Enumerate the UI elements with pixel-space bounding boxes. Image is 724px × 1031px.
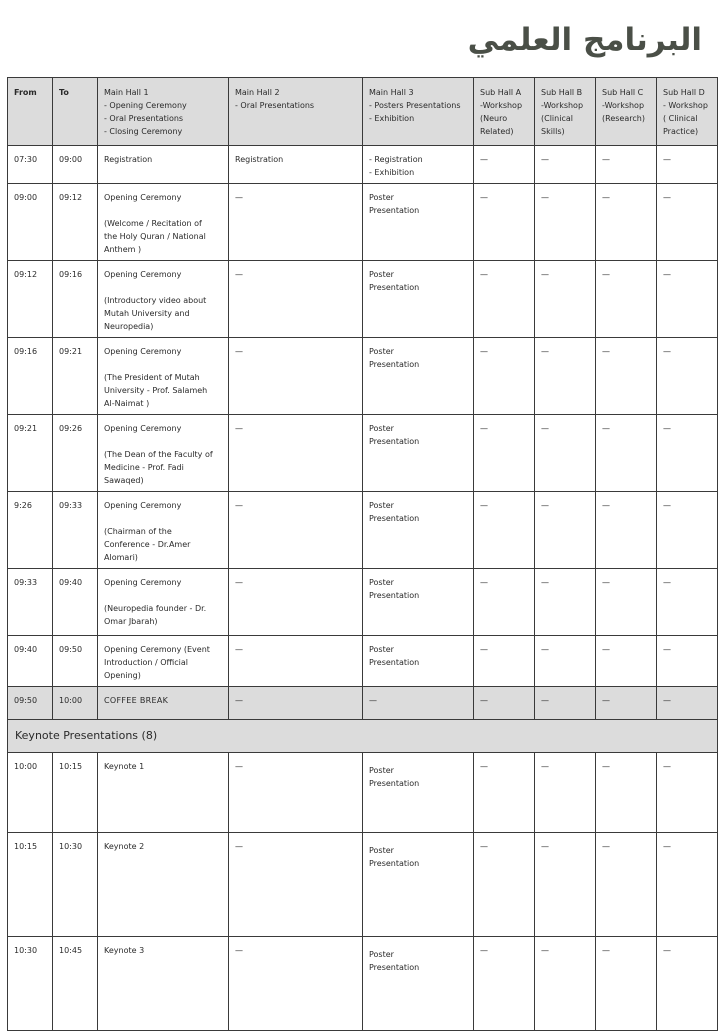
cell-sub-hall-b: — xyxy=(535,261,596,338)
cell-from: 09:12 xyxy=(8,261,53,338)
cell-main-hall-2: — xyxy=(229,937,363,1031)
cell-sub-hall-d: — xyxy=(657,338,718,415)
cell-main-hall-3: - Registration - Exhibition xyxy=(363,146,474,184)
cell-to: 10:15 xyxy=(53,753,98,833)
cell-sub-hall-b: — xyxy=(535,492,596,569)
table-row xyxy=(8,261,718,338)
cell-sub-hall-b: — xyxy=(535,937,596,1031)
cell-sub-hall-c: — xyxy=(596,415,657,492)
cell-sub-hall-c: — xyxy=(596,261,657,338)
section-label: Keynote Presentations (8) xyxy=(8,720,718,753)
cell-sub-hall-d: — xyxy=(657,415,718,492)
cell-sub-hall-d: — xyxy=(657,687,718,720)
cell-to: 09:40 xyxy=(53,569,98,636)
cell-main-hall-3: Poster Presentation xyxy=(363,338,474,415)
cell-main-hall-1: Opening Ceremony (Chairman of the Conference - Dr.Amer Alomari) xyxy=(98,492,229,569)
cell-sub-hall-d: — xyxy=(657,569,718,636)
cell-sub-hall-b: — xyxy=(535,415,596,492)
cell-main-hall-2: — xyxy=(229,492,363,569)
cell-to: 09:00 xyxy=(53,146,98,184)
cell-sub-hall-d: — xyxy=(657,833,718,937)
cell-main-hall-1: Opening Ceremony (Welcome / Recitation of the Holy Quran / National Anthem ) xyxy=(98,184,229,261)
cell-sub-hall-d: — xyxy=(657,492,718,569)
cell-from: 10:30 xyxy=(8,937,53,1031)
cell-main-hall-1: Keynote 3 xyxy=(98,937,229,1031)
cell-sub-hall-a: — xyxy=(474,833,535,937)
cell-sub-hall-d: — xyxy=(657,184,718,261)
header-main-hall-1: Main Hall 1 - Opening Ceremony - Oral Presentations - Closing Ceremony xyxy=(98,78,229,146)
header-main-hall-3: Main Hall 3 - Posters Presentations - Exhibition xyxy=(363,78,474,146)
cell-main-hall-2: Registration xyxy=(229,146,363,184)
cell-to: 10:30 xyxy=(53,833,98,937)
cell-sub-hall-c: — xyxy=(596,184,657,261)
table-row xyxy=(8,415,718,492)
cell-main-hall-3: Poster Presentation xyxy=(363,569,474,636)
cell-sub-hall-a: — xyxy=(474,636,535,687)
table-row xyxy=(8,636,718,687)
cell-sub-hall-c: — xyxy=(596,833,657,937)
cell-sub-hall-a: — xyxy=(474,492,535,569)
table-row xyxy=(8,492,718,569)
cell-main-hall-3: Poster Presentation xyxy=(363,492,474,569)
cell-main-hall-2: — xyxy=(229,687,363,720)
cell-main-hall-3: Poster Presentation xyxy=(363,937,474,1031)
cell-sub-hall-c: — xyxy=(596,146,657,184)
section-header-row xyxy=(8,720,718,753)
coffee-break-row xyxy=(8,687,718,720)
cell-to: 10:45 xyxy=(53,937,98,1031)
cell-sub-hall-a: — xyxy=(474,415,535,492)
header-main-hall-2: Main Hall 2 - Oral Presentations xyxy=(229,78,363,146)
cell-main-hall-3: Poster Presentation xyxy=(363,753,474,833)
cell-main-hall-1: Opening Ceremony (Event Introduction / Official Opening) xyxy=(98,636,229,687)
cell-from: 10:00 xyxy=(8,753,53,833)
cell-main-hall-3: Poster Presentation xyxy=(363,184,474,261)
cell-to: 09:50 xyxy=(53,636,98,687)
cell-sub-hall-c: — xyxy=(596,338,657,415)
cell-from: 09:33 xyxy=(8,569,53,636)
cell-main-hall-3: — xyxy=(363,687,474,720)
header-sub-hall-a: Sub Hall A -Workshop (Neuro Related) xyxy=(474,78,535,146)
cell-main-hall-1: COFFEE BREAK xyxy=(98,687,229,720)
cell-sub-hall-a: — xyxy=(474,569,535,636)
table-row xyxy=(8,833,718,937)
cell-sub-hall-c: — xyxy=(596,687,657,720)
table-row xyxy=(8,937,718,1031)
table-row xyxy=(8,146,718,184)
cell-sub-hall-d: — xyxy=(657,146,718,184)
cell-sub-hall-b: — xyxy=(535,753,596,833)
cell-main-hall-1: Keynote 1 xyxy=(98,753,229,833)
cell-sub-hall-b: — xyxy=(535,146,596,184)
cell-main-hall-1: Keynote 2 xyxy=(98,833,229,937)
cell-sub-hall-b: — xyxy=(535,833,596,937)
cell-main-hall-2: — xyxy=(229,569,363,636)
cell-to: 09:26 xyxy=(53,415,98,492)
cell-sub-hall-b: — xyxy=(535,687,596,720)
cell-from: 09:00 xyxy=(8,184,53,261)
cell-sub-hall-a: — xyxy=(474,687,535,720)
table-row xyxy=(8,338,718,415)
cell-sub-hall-c: — xyxy=(596,636,657,687)
cell-from: 09:40 xyxy=(8,636,53,687)
cell-sub-hall-c: — xyxy=(596,569,657,636)
header-sub-hall-d: Sub Hall D - Workshop ( Clinical Practice) xyxy=(657,78,718,146)
cell-main-hall-3: Poster Presentation xyxy=(363,833,474,937)
cell-sub-hall-a: — xyxy=(474,338,535,415)
cell-sub-hall-d: — xyxy=(657,753,718,833)
cell-to: 09:16 xyxy=(53,261,98,338)
schedule-table xyxy=(7,77,718,1031)
cell-main-hall-3: Poster Presentation xyxy=(363,261,474,338)
cell-main-hall-1: Registration xyxy=(98,146,229,184)
cell-main-hall-2: — xyxy=(229,338,363,415)
cell-main-hall-2: — xyxy=(229,753,363,833)
cell-main-hall-2: — xyxy=(229,261,363,338)
cell-main-hall-1: Opening Ceremony (Introductory video about Mutah University and Neuropedia) xyxy=(98,261,229,338)
cell-sub-hall-d: — xyxy=(657,937,718,1031)
header-sub-hall-b: Sub Hall B -Workshop (Clinical Skills) xyxy=(535,78,596,146)
cell-sub-hall-c: — xyxy=(596,753,657,833)
cell-sub-hall-d: — xyxy=(657,261,718,338)
cell-sub-hall-a: — xyxy=(474,937,535,1031)
header-to: To xyxy=(53,78,98,146)
cell-from: 09:50 xyxy=(8,687,53,720)
cell-from: 9:26 xyxy=(8,492,53,569)
header-sub-hall-c: Sub Hall C -Workshop (Research) xyxy=(596,78,657,146)
cell-sub-hall-c: — xyxy=(596,492,657,569)
table-row xyxy=(8,184,718,261)
cell-from: 09:16 xyxy=(8,338,53,415)
cell-sub-hall-a: — xyxy=(474,146,535,184)
cell-main-hall-2: — xyxy=(229,833,363,937)
cell-main-hall-3: Poster Presentation xyxy=(363,636,474,687)
cell-to: 09:33 xyxy=(53,492,98,569)
cell-main-hall-3: Poster Presentation xyxy=(363,415,474,492)
cell-to: 09:21 xyxy=(53,338,98,415)
cell-sub-hall-a: — xyxy=(474,184,535,261)
cell-from: 10:15 xyxy=(8,833,53,937)
table-row xyxy=(8,569,718,636)
cell-to: 09:12 xyxy=(53,184,98,261)
cell-from: 09:21 xyxy=(8,415,53,492)
cell-sub-hall-b: — xyxy=(535,636,596,687)
cell-sub-hall-b: — xyxy=(535,338,596,415)
table-row xyxy=(8,753,718,833)
page-title: البرنامج العلمي xyxy=(467,22,702,58)
cell-sub-hall-b: — xyxy=(535,569,596,636)
header-from: From xyxy=(8,78,53,146)
cell-sub-hall-a: — xyxy=(474,261,535,338)
cell-from: 07:30 xyxy=(8,146,53,184)
cell-to: 10:00 xyxy=(53,687,98,720)
cell-main-hall-2: — xyxy=(229,184,363,261)
cell-sub-hall-c: — xyxy=(596,937,657,1031)
cell-main-hall-1: Opening Ceremony (The Dean of the Faculty of Medicine - Prof. Fadi Sawaqed) xyxy=(98,415,229,492)
cell-sub-hall-a: — xyxy=(474,753,535,833)
cell-main-hall-1: Opening Ceremony (Neuropedia founder - Dr. Omar Jbarah) xyxy=(98,569,229,636)
cell-sub-hall-d: — xyxy=(657,636,718,687)
cell-main-hall-2: — xyxy=(229,636,363,687)
cell-main-hall-1: Opening Ceremony (The President of Mutah University - Prof. Salameh Al-Naimat ) xyxy=(98,338,229,415)
cell-main-hall-2: — xyxy=(229,415,363,492)
cell-sub-hall-b: — xyxy=(535,184,596,261)
